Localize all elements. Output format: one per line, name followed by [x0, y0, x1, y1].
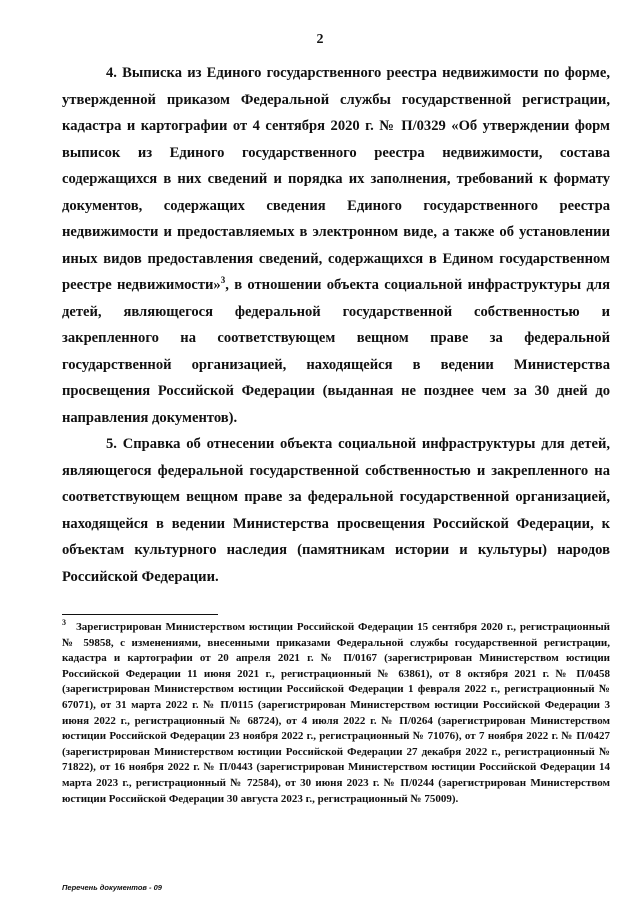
paragraph-4-text-continued: , в отношении объекта социальной инфраструктуры для детей, являющегося федеральной государственной собственностью и закрепленного на соответствующем вещном праве за федеральной государственной организацией, находящейся в ведении Министерства просвещения Российской Федерации (выданная не позднее чем за 30 дней до направления документов).: [62, 277, 610, 426]
paragraph-item-4: [62, 60, 610, 431]
footnote-mark: 3: [62, 618, 66, 628]
footnote-divider: [62, 614, 218, 615]
page-number: 2: [316, 32, 324, 47]
paragraph-4-text: 4. Выписка из Единого государственного реестра недвижимости по форме, утвержденной приказом Федеральной службы государственной регистрации, кадастра и картографии от 4 сентября 2020 г. № П/0329 «Об утверждении форм выписок из Единого государственного реестра недвижимости, состава содержащихся в них сведений и порядка их заполнения, требований к формату документов, содержащих сведения Единого государственного реестра недвижимости и предоставляемых в электронном виде, а также об установлении иных видов предоставления сведений, содержащихся в Едином государственном реестре недвижимости»: [62, 65, 610, 293]
footer-document-code: Перечень документов - 09: [62, 883, 162, 892]
footnote-reference[interactable]: 3: [220, 275, 226, 286]
footnote: [62, 620, 610, 807]
document-body: [62, 60, 610, 590]
paragraph-item-5: 5. Справка об отнесении объекта социальной инфраструктуры для детей, являющегося федеральной государственной собственностью и закрепленного на соответствующем вещном праве за федеральной государственной организацией, находящейся в ведении Министерства просвещения Российской Федерации, к объектам культурного наследия (памятникам истории и культуры) народов Российской Федерации.: [62, 436, 610, 585]
footnote-text: Зарегистрирован Министерством юстиции Российской Федерации 15 сентября 2020 г., регистрационный № 59858, с изменениями, внесенными приказами Федеральной службы государственной регистрации, кадастра и картографии от 20 апреля 2021 г. № П/0167 (зарегистрирован Министерством юстиции Российской Федерации 11 июня 2021 г., регистрационный № 63861), от 8 октября 2021 г. № П/0458 (зарегистрирован Министерством юстиции Российской Федерации 1 февраля 2022 г., регистрационный № 67071), от 31 марта 2022 г. № П/0115 (зарегистрирован Министерством юстиции Российской Федерации 3 июня 2022 г., регистрационный № 68724), от 4 июля 2022 г. № П/0264 (зарегистрирован Министерством юстиции Российской Федерации 23 ноября 2022 г., регистрационный № 71076), от 7 ноября 2022 г. № П/0427 (зарегистрирован Министерством юстиции Российской Федерации 27 декабря 2022 г., регистрационный № 71822), от 16 ноября 2022 г. № П/0443 (зарегистрирован Министерством юстиции Российской Федерации 14 марта 2023 г., регистрационный № 72584), от 30 июня 2023 г. № П/0244 (зарегистрирован Министерством юстиции Российской Федерации 30 августа 2023 г., регистрационный № 75009).: [62, 621, 610, 805]
